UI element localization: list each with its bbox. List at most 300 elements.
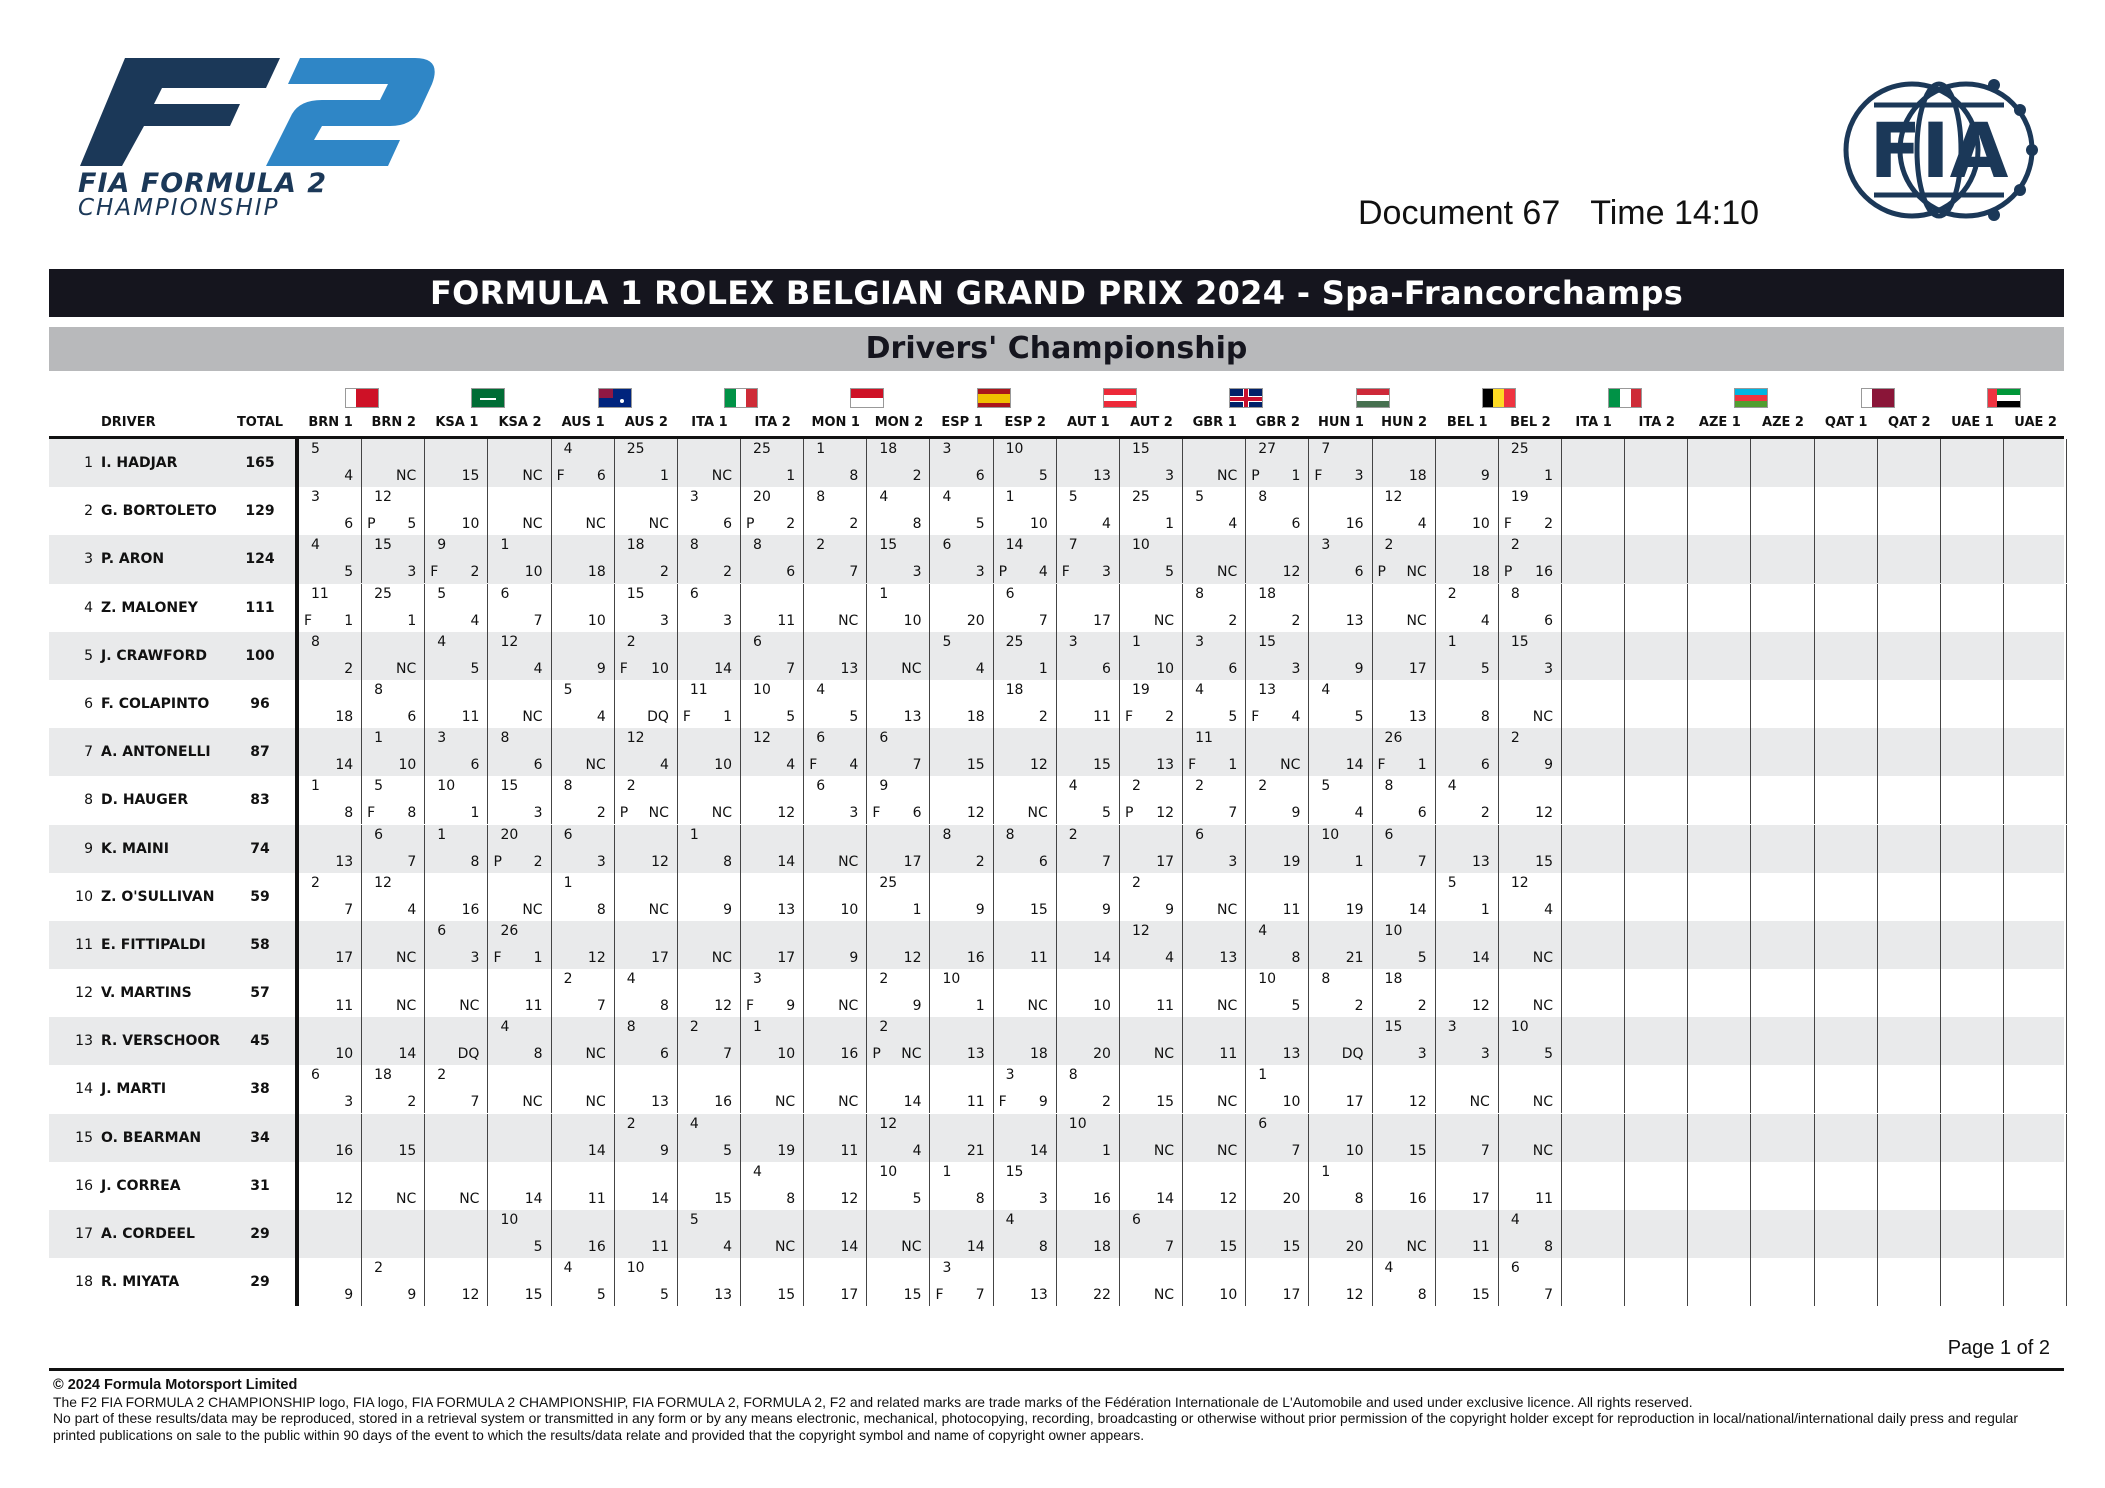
race-result-cell [1688, 1258, 1751, 1306]
table-row [49, 873, 2064, 921]
race-position: 13 [335, 853, 354, 870]
race-result-cell [804, 1210, 867, 1258]
race-result-cell [1057, 1258, 1120, 1306]
race-result-cell [804, 728, 867, 776]
race-result-cell [1436, 1114, 1499, 1162]
race-points: 25 [626, 441, 645, 457]
race-result-cell [1815, 487, 1878, 535]
race-result-cell [552, 535, 615, 583]
race-column-header: AZE 1 [1698, 415, 1741, 430]
race-result-cell [1815, 921, 1878, 969]
race-position: NC [1027, 998, 1048, 1015]
race-result-cell [1120, 1017, 1183, 1065]
race-result-cell [1751, 1162, 1814, 1210]
race-position: 10 [1282, 1094, 1301, 1111]
race-result-cell [867, 1114, 930, 1162]
race-points: 2 [1131, 778, 1141, 795]
race-position: 6 [1480, 757, 1490, 774]
race-result-cell [1941, 535, 2004, 583]
race-result-cell [1878, 535, 1941, 583]
race-result-cell [1815, 1210, 1878, 1258]
race-result-cell [1246, 487, 1309, 535]
race-position: NC [838, 998, 859, 1015]
race-points: 10 [1258, 971, 1277, 988]
race-points: 8 [1384, 778, 1394, 795]
race-result-cell [1057, 776, 1120, 824]
race-position: 7 [786, 660, 796, 677]
race-position: 3 [723, 612, 733, 629]
race-result-cell [741, 728, 804, 776]
race-result-cell [488, 728, 551, 776]
race-result-cell [615, 825, 678, 873]
race-position: 1 [1228, 757, 1238, 774]
race-result-cell [299, 921, 362, 969]
race-position: 5 [1038, 468, 1048, 484]
driver-total-points: 29 [250, 1226, 270, 1242]
race-result-cell [1246, 535, 1309, 583]
race-points: 8 [500, 730, 510, 747]
race-result-cell [931, 535, 994, 583]
race-position: NC [1532, 1142, 1553, 1159]
race-result-cell [1309, 535, 1372, 583]
race-position: NC [1406, 612, 1427, 629]
race-result-cell [299, 584, 362, 632]
race-result-cell [1057, 632, 1120, 680]
driver-position: 9 [84, 840, 93, 857]
race-position: 14 [840, 1239, 859, 1255]
race-result-cell [1688, 921, 1751, 969]
flag-italy-icon [1608, 388, 1642, 408]
race-position: 13 [840, 660, 859, 677]
race-position: 5 [1228, 708, 1238, 725]
race-points: 6 [1195, 826, 1205, 843]
driver-name: F. COLAPINTO [101, 695, 210, 712]
race-result-cell [1562, 969, 1625, 1017]
race-position: 16 [1408, 1190, 1427, 1207]
race-position: 21 [966, 1142, 985, 1159]
race-result-cell [488, 487, 551, 535]
race-position: 6 [1544, 612, 1553, 629]
race-position: 6 [596, 468, 606, 484]
race-position: 16 [714, 1094, 733, 1111]
race-result-cell [1751, 487, 1814, 535]
race-points: 3 [942, 1260, 952, 1277]
race-position: 12 [1408, 1094, 1427, 1111]
race-result-cell [994, 1017, 1057, 1065]
race-position: 10 [398, 757, 417, 774]
race-points: 10 [1068, 1115, 1087, 1132]
race-result-cell [1878, 680, 1941, 728]
race-position: NC [1153, 1287, 1175, 1304]
race-result-cell [867, 921, 930, 969]
race-position: 2 [1544, 516, 1553, 533]
race-result-cell [2004, 439, 2067, 487]
race-result-cell [615, 1114, 678, 1162]
race-position: 8 [1544, 1239, 1553, 1255]
race-position: 9 [1480, 468, 1490, 484]
race-result-cell [931, 439, 994, 487]
race-points: 10 [879, 1163, 898, 1180]
flag-qatar-icon [1861, 388, 1895, 408]
race-position: 2 [659, 564, 669, 581]
race-result-cell [1373, 1065, 1436, 1113]
race-result-cell [425, 1114, 488, 1162]
race-result-cell [1246, 632, 1309, 680]
race-position: 8 [596, 901, 606, 918]
race-column-header: KSA 2 [498, 415, 542, 430]
race-result-cell [678, 1017, 741, 1065]
race-result-cell [615, 1210, 678, 1258]
race-position: 11 [1472, 1239, 1490, 1255]
race-result-cell [1057, 1210, 1120, 1258]
race-result-cell [552, 439, 615, 487]
race-points: 2 [1384, 537, 1394, 554]
race-position: 16 [1345, 516, 1364, 533]
race-column-header: ITA 1 [1575, 415, 1612, 430]
race-position: 3 [1228, 853, 1238, 870]
bonus-marker: P [872, 1046, 881, 1063]
bonus-marker: F [1377, 757, 1386, 774]
race-result-cell [1688, 439, 1751, 487]
race-points: 8 [1510, 585, 1520, 602]
race-position: 8 [786, 1190, 796, 1207]
race-result-cell [2004, 1017, 2067, 1065]
race-points: 6 [1384, 826, 1394, 843]
race-result-cell [1309, 680, 1372, 728]
race-position: 5 [1102, 805, 1111, 822]
race-position: 14 [1156, 1190, 1175, 1207]
race-result-cell [931, 728, 994, 776]
race-position: 11 [335, 998, 354, 1015]
race-points: 5 [1447, 874, 1457, 891]
race-result-cell [425, 969, 488, 1017]
race-column-header: AUT 2 [1130, 415, 1173, 430]
race-position: 7 [344, 901, 354, 918]
race-result-cell [1120, 825, 1183, 873]
race-position: 7 [912, 757, 922, 774]
race-result-cell [1751, 680, 1814, 728]
race-position: 13 [966, 1046, 985, 1063]
race-points: 4 [500, 1019, 510, 1036]
race-result-cell [299, 1258, 362, 1306]
document-info [1358, 194, 1759, 233]
race-result-cell [552, 921, 615, 969]
race-position: 7 [723, 1046, 733, 1063]
race-position: 5 [849, 708, 859, 725]
driver-total-points: 96 [250, 695, 270, 712]
race-result-cell [362, 1017, 425, 1065]
race-position: 10 [714, 757, 733, 774]
race-result-cell [299, 632, 362, 680]
race-result-cell [1562, 1114, 1625, 1162]
race-column-header: GBR 2 [1255, 415, 1300, 430]
race-result-cell [1815, 535, 1878, 583]
race-position: 15 [966, 757, 985, 774]
race-position: 8 [912, 516, 922, 533]
race-result-cell [1183, 487, 1246, 535]
race-points: 8 [1068, 1067, 1078, 1084]
race-result-cell [615, 632, 678, 680]
race-position: 7 [1228, 805, 1238, 822]
table-row [49, 439, 2064, 487]
race-points: 4 [816, 681, 826, 698]
race-column-header: BEL 2 [1510, 415, 1551, 430]
race-points: 11 [1195, 730, 1213, 747]
race-result-cell [1373, 1114, 1436, 1162]
race-result-cell [1751, 873, 1814, 921]
race-position: 8 [344, 805, 354, 822]
race-result-cell [994, 921, 1057, 969]
race-position: 17 [1408, 660, 1427, 677]
race-position: 11 [1282, 901, 1301, 918]
race-result-cell [615, 584, 678, 632]
race-position: 3 [1417, 1046, 1427, 1063]
race-result-cell [994, 728, 1057, 776]
race-position: 14 [1408, 901, 1427, 918]
race-result-cell [678, 680, 741, 728]
driver-name: R. VERSCHOOR [101, 1033, 221, 1050]
race-position: 4 [659, 757, 669, 774]
race-position: 1 [533, 949, 543, 966]
race-result-cell [1309, 1114, 1372, 1162]
race-position: 2 [849, 516, 859, 533]
race-result-cell [1751, 1017, 1814, 1065]
race-result-cell [2004, 776, 2067, 824]
race-result-cell [994, 1114, 1057, 1162]
race-points: 4 [753, 1163, 762, 1180]
race-position: 4 [1544, 901, 1553, 918]
race-position: 10 [1093, 998, 1111, 1015]
driver-total-points: 34 [250, 1129, 270, 1146]
race-result-cell [994, 873, 1057, 921]
race-position: 3 [1038, 1190, 1048, 1207]
race-result-cell [1246, 439, 1309, 487]
race-position: 4 [344, 468, 354, 484]
race-position: 9 [344, 1287, 354, 1304]
race-result-cell [1499, 825, 1562, 873]
table-row [49, 1114, 2064, 1162]
table-body [49, 439, 2064, 1306]
race-result-cell [931, 1162, 994, 1210]
race-result-cell [299, 487, 362, 535]
bonus-marker: P [619, 805, 629, 822]
race-position: 15 [1093, 757, 1111, 774]
race-result-cell [1878, 969, 1941, 1017]
race-result-cell [1941, 1162, 2004, 1210]
race-points: 6 [1510, 1260, 1520, 1277]
flag-azerbaijan-icon [1734, 388, 1768, 408]
race-result-cell [1373, 1258, 1436, 1306]
race-result-cell [931, 632, 994, 680]
race-result-cell [1120, 439, 1183, 487]
bonus-marker: P [1503, 564, 1513, 581]
document-number: Document 67 [1358, 194, 1561, 232]
race-position: 13 [1282, 1046, 1301, 1063]
driver-name: J. CORREA [101, 1177, 181, 1194]
race-result-cell [1120, 680, 1183, 728]
race-result-cell [867, 1258, 930, 1306]
race-position: 3 [470, 949, 480, 966]
race-position: NC [522, 1094, 543, 1111]
driver-position: 7 [84, 744, 93, 761]
race-result-cell [1562, 825, 1625, 873]
race-result-cell [1815, 1017, 1878, 1065]
race-result-cell [867, 1162, 930, 1210]
race-points: 5 [1321, 778, 1331, 795]
table-row [49, 921, 2064, 969]
race-result-cell [867, 728, 930, 776]
race-position: NC [1153, 1142, 1175, 1159]
driver-total-points: 83 [250, 792, 270, 809]
race-position: 9 [659, 1142, 669, 1159]
race-points: 19 [1131, 681, 1150, 698]
race-result-cell [931, 873, 994, 921]
flag-spain-icon [977, 388, 1011, 408]
race-result-cell [299, 969, 362, 1017]
race-result-cell [741, 439, 804, 487]
driver-name: I. HADJAR [101, 455, 178, 471]
race-result-cell [1183, 680, 1246, 728]
fia-logo [1834, 75, 2044, 225]
race-result-cell [425, 535, 488, 583]
race-position: 1 [1417, 757, 1427, 774]
race-result-cell [804, 776, 867, 824]
race-result-cell [1309, 487, 1372, 535]
race-position: 7 [1165, 1239, 1175, 1255]
race-result-cell [1120, 873, 1183, 921]
race-result-cell [1815, 825, 1878, 873]
bonus-marker: F [872, 805, 881, 822]
race-position: 3 [596, 853, 606, 870]
race-result-cell [1941, 1017, 2004, 1065]
table-row [49, 728, 2064, 776]
race-result-cell [1941, 1258, 2004, 1306]
race-result-cell [362, 1210, 425, 1258]
race-result-cell [1309, 1162, 1372, 1210]
race-points: 12 [374, 489, 392, 506]
race-result-cell [1436, 921, 1499, 969]
race-position: DQ [457, 1046, 480, 1063]
race-position: 17 [1345, 1094, 1364, 1111]
driver-total-points: 111 [245, 599, 275, 616]
race-position: 3 [407, 564, 417, 581]
race-position: 10 [461, 516, 480, 533]
race-result-cell [1625, 825, 1688, 873]
race-result-cell [1815, 969, 1878, 1017]
race-result-cell [1562, 873, 1625, 921]
race-result-cell [299, 1017, 362, 1065]
race-points: 8 [1005, 826, 1015, 843]
race-result-cell [994, 584, 1057, 632]
race-result-cell [678, 487, 741, 535]
race-position: 15 [461, 468, 480, 484]
race-result-cell [1246, 728, 1309, 776]
race-position: NC [585, 1094, 606, 1111]
race-position: 1 [1480, 901, 1490, 918]
race-position: 1 [723, 708, 733, 725]
race-points: 4 [1195, 681, 1205, 698]
driver-total-points: 87 [250, 744, 270, 761]
race-points: 25 [879, 874, 898, 891]
race-position: NC [585, 1046, 606, 1063]
race-position: 1 [1102, 1142, 1111, 1159]
driver-total-points: 100 [245, 647, 275, 664]
race-position: 14 [524, 1190, 543, 1207]
section-title: Drivers' Championship [49, 327, 2064, 371]
race-position: 3 [849, 805, 859, 822]
race-position: 6 [912, 805, 922, 822]
race-position: 16 [1535, 564, 1553, 581]
race-position: 4 [533, 660, 543, 677]
race-result-cell [1499, 1114, 1562, 1162]
race-result-cell [2004, 1065, 2067, 1113]
race-position: 6 [659, 1046, 669, 1063]
race-position: 11 [1219, 1046, 1238, 1063]
race-result-cell [615, 439, 678, 487]
race-position: 1 [1165, 516, 1175, 533]
race-points: 3 [1195, 633, 1205, 650]
table-row [49, 584, 2064, 632]
race-result-cell [552, 873, 615, 921]
race-result-cell [615, 1017, 678, 1065]
race-result-cell [1120, 728, 1183, 776]
driver-position: 11 [75, 936, 93, 953]
race-result-cell [1562, 584, 1625, 632]
race-position: 3 [1480, 1046, 1490, 1063]
race-points: 5 [563, 681, 573, 698]
race-result-cell [1183, 1017, 1246, 1065]
race-position: NC [459, 1190, 480, 1207]
race-result-cell [1057, 535, 1120, 583]
race-result-cell [741, 680, 804, 728]
bonus-marker: F [493, 949, 502, 966]
table-row [49, 1210, 2064, 1258]
bonus-marker: F [1124, 708, 1133, 725]
race-position: 2 [723, 564, 733, 581]
race-result-cell [1499, 680, 1562, 728]
race-position: NC [522, 516, 543, 533]
race-result-cell [994, 632, 1057, 680]
race-position: 11 [587, 1190, 606, 1207]
race-result-cell [867, 584, 930, 632]
race-result-cell [1120, 487, 1183, 535]
race-position: 3 [1291, 660, 1301, 677]
driver-total-points: 124 [245, 551, 275, 568]
table-row [49, 1162, 2064, 1210]
race-position: 7 [1102, 853, 1111, 870]
driver-position: 14 [75, 1081, 93, 1098]
race-points: 1 [942, 1163, 952, 1180]
race-column-header: ITA 2 [1638, 415, 1675, 430]
race-position: 14 [714, 660, 733, 677]
driver-total-points: 31 [250, 1177, 270, 1194]
race-points: 8 [1195, 585, 1205, 602]
race-points: 2 [816, 537, 826, 554]
race-points: 6 [311, 1067, 320, 1084]
race-result-cell [1120, 632, 1183, 680]
race-result-cell [741, 1065, 804, 1113]
race-points: 5 [689, 1212, 699, 1228]
fia-logo-text: FIA [1869, 106, 2009, 195]
race-result-cell [362, 921, 425, 969]
race-result-cell [425, 1210, 488, 1258]
race-result-cell [425, 1017, 488, 1065]
race-position: 1 [786, 468, 796, 484]
race-position: 2 [1228, 612, 1238, 629]
race-position: 2 [470, 564, 480, 581]
race-position: 18 [966, 708, 985, 725]
race-result-cell [1941, 921, 2004, 969]
